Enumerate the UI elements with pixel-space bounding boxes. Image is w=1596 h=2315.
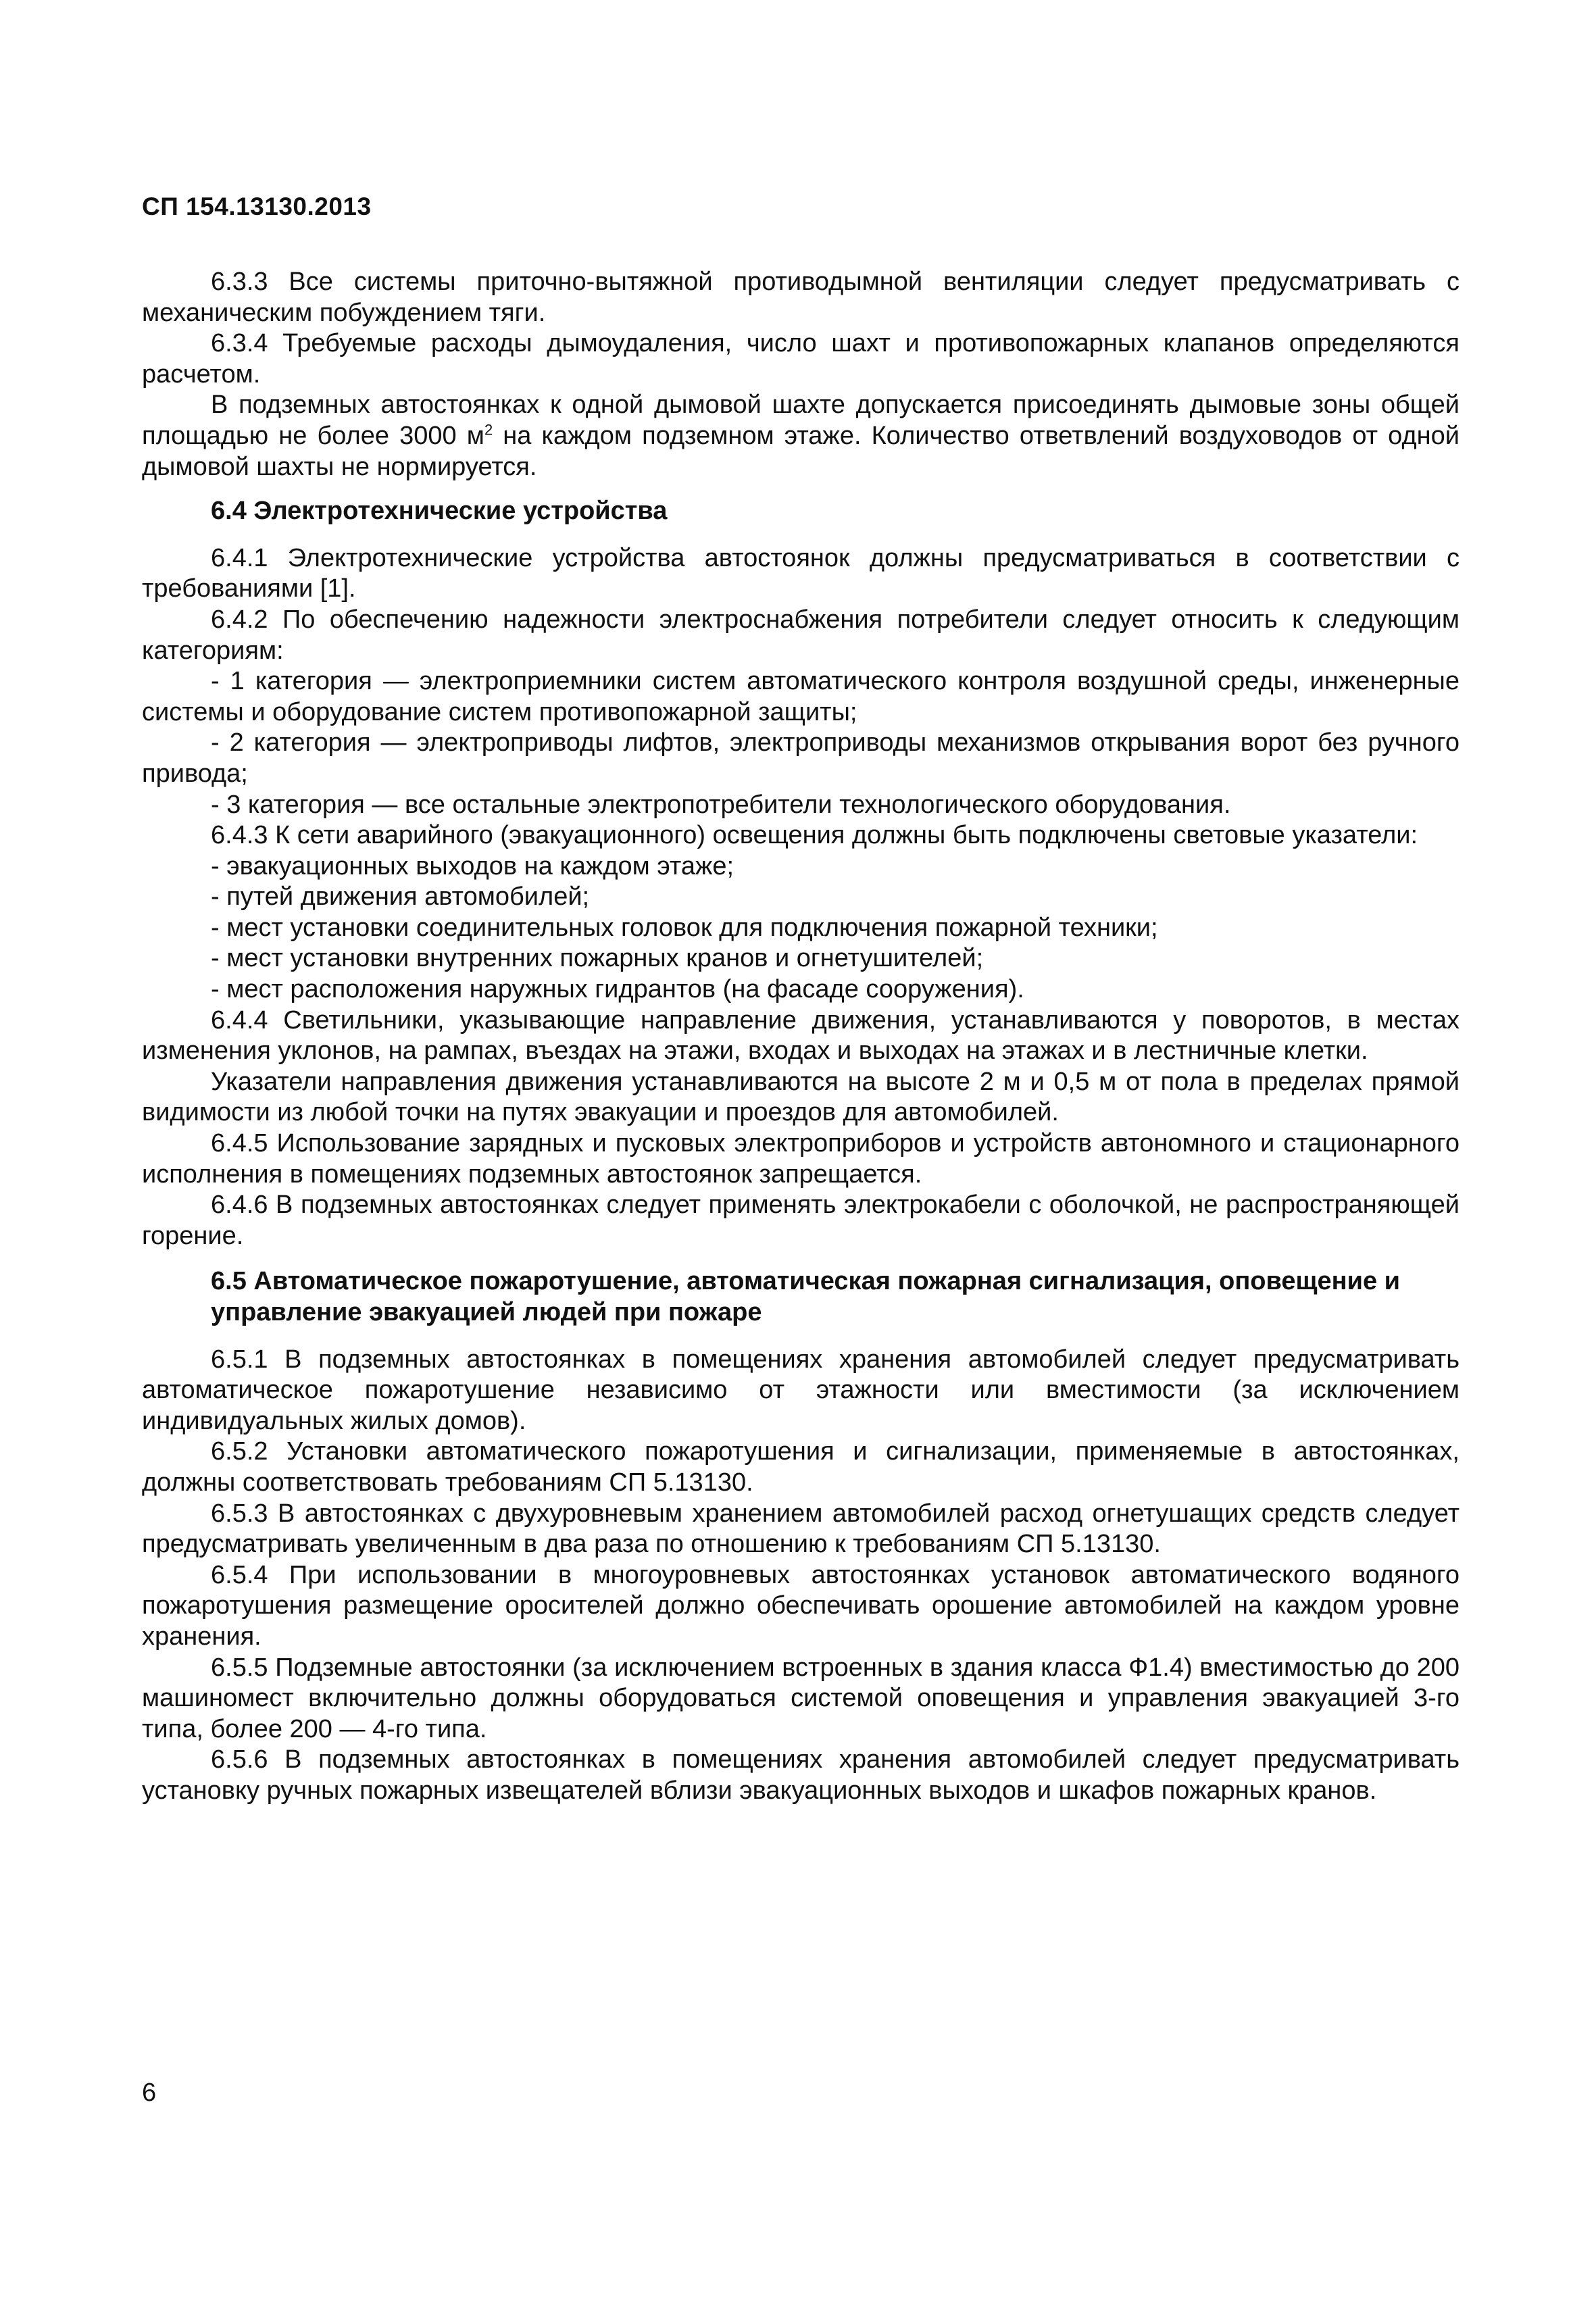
paragraph-6-4-1: 6.4.1 Электротехнические устройства автостоянок должны предусматриваться в соответствии с требованиями [1].: [142, 543, 1460, 603]
list-item-category-3: - 3 категория — все остальные электропотребители технологического оборудования.: [211, 790, 1231, 819]
paragraph-smoke-zones: [142, 390, 1460, 482]
section-heading-6-5: 6.5 Автоматическое пожаротушение, автоматическая пожарная сигнализация, оповещение и управление эвакуацией людей при пожаре: [211, 1267, 1401, 1326]
list-item-indicator-hydrants-internal: - мест установки внутренних пожарных кранов и огнетушителей;: [211, 944, 984, 973]
paragraph-6-5-4: 6.5.4 При использовании в многоуровневых автостоянках установок автоматического водяного пожаротушения размещение оросителей должно обеспечивать орошение автомобилей на каждом уровне хранения.: [142, 1560, 1460, 1651]
list-item-indicator-exits: - эвакуационных выходов на каждом этаже;: [211, 851, 734, 880]
paragraph-6-4-4: 6.4.4 Светильники, указывающие направление движения, устанавливаются у поворотов, в местах изменения уклонов, на рампах, въездах на этажи, входах и выходах на этажах и в лестничные клетки.: [142, 1005, 1460, 1066]
list-item-indicator-connection-heads: - мест установки соединительных головок для подключения пожарной техники;: [211, 913, 1158, 942]
paragraph-6-5-2: 6.5.2 Установки автоматического пожаротушения и сигнализации, применяемые в автостоянках, должны соответствовать требованиям СП 5.13130.: [142, 1437, 1460, 1497]
paragraph-direction-indicators: Указатели направления движения устанавливаются на высоте 2 м и 0,5 м от пола в пределах прямой видимости из любой точки на путях эвакуации и проездов для автомобилей.: [142, 1067, 1460, 1127]
paragraph-6-3-3: 6.3.3 Все системы приточно-вытяжной противодымной вентиляции следует предусматривать с механическим побуждением тяги.: [142, 268, 1460, 327]
list-item-category-2: - 2 категория — электроприводы лифтов, электроприводы механизмов открывания ворот без ручного привода;: [142, 728, 1460, 788]
list-item-category-1: - 1 категория — электроприемники систем автоматического контроля воздушной среды, инженерные системы и оборудование систем противопожарной защиты;: [142, 667, 1460, 726]
paragraph-6-5-5: 6.5.5 Подземные автостоянки (за исключением встроенных в здания класса Ф1.4) вместимостью до 200 машиномест включительно должны оборудоваться системой оповещения и управления эвакуацией 3-го типа, более 200 — 4-го типа.: [142, 1653, 1460, 1743]
paragraph-6-4-3: 6.4.3 К сети аварийного (эвакуационного) освещения должны быть подключены световые указатели:: [211, 821, 1418, 850]
paragraph-6-5-6: 6.5.6 В подземных автостоянках в помещениях хранения автомобилей следует предусматривать установку ручных пожарных извещателей вблизи эвакуационных выходов и шкафов пожарных кранов.: [142, 1745, 1460, 1805]
paragraph-6-4-5: 6.4.5 Использование зарядных и пусковых электроприборов и устройств автономного и стационарного исполнения в помещениях подземных автостоянок запрещается.: [142, 1129, 1460, 1189]
paragraph-6-4-6: 6.4.6 В подземных автостоянках следует применять электрокабели с оболочкой, не распространяющей горение.: [142, 1191, 1460, 1250]
document-body: [142, 267, 1460, 1807]
list-item-indicator-vehicle-paths: - путей движения автомобилей;: [211, 882, 590, 912]
paragraph-6-5-1: 6.5.1 В подземных автостоянках в помещениях хранения автомобилей следует предусматривать автоматическое пожаротушение независимо от этажности или вместимости (за исключением индивидуальных жилых домов).: [142, 1345, 1460, 1435]
smoke-zones-text-end: на каждом подземном этаже. Количество ответвлений воздуховодов от одной дымовой шахты не нормируется.: [142, 421, 1460, 481]
document-code-header: СП 154.13130.2013: [142, 193, 372, 220]
section-heading-6-4: 6.4 Электротехнические устройства: [211, 497, 668, 526]
page-number: 6: [142, 2078, 157, 2107]
paragraph-6-5-3: 6.5.3 В автостоянках с двухуровневым хранением автомобилей расход огнетушащих средств следует предусматривать увеличенным в два раза по отношению к требованиям СП 5.13130.: [142, 1499, 1460, 1559]
list-item-indicator-hydrants-external: - мест расположения наружных гидрантов (на фасаде сооружения).: [211, 975, 1024, 1004]
smoke-zones-text-start: В подземных автостоянках к одной дымовой шахте допускается присоединять дымовые зоны общей площадью не более 3000 м: [142, 391, 1460, 450]
paragraph-6-3-4: 6.3.4 Требуемые расходы дымоудаления, число шахт и противопожарных клапанов определяются расчетом.: [142, 329, 1460, 389]
paragraph-6-4-2: 6.4.2 По обеспечению надежности электроснабжения потребители следует относить к следующим категориям:: [142, 605, 1460, 665]
square-superscript: 2: [484, 421, 493, 439]
